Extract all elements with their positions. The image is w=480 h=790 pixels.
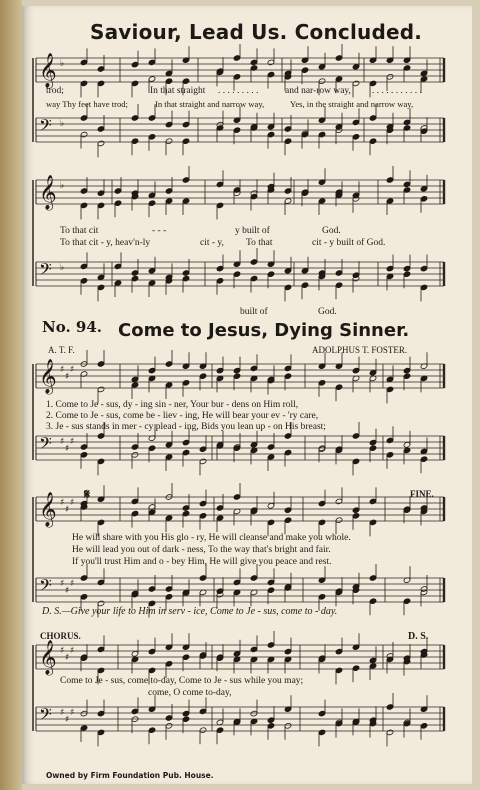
composer-credit: ADOLPHUS T. FOSTER. (312, 345, 408, 355)
lyric-syllable: trod; (46, 86, 64, 96)
lyric-syllable: and nar-row way, (285, 86, 351, 96)
treble-clef-icon: 𝄞 (39, 492, 57, 527)
staff (36, 58, 444, 82)
flat-icon: ♭ (60, 181, 65, 191)
hymn-title: Saviour, Lead Us. Concluded. (90, 20, 423, 44)
sharp-icon: ♯ (60, 437, 65, 447)
lyric-line: In that straight and narrow way, (155, 99, 265, 109)
bass-clef-icon: 𝄢 (39, 704, 52, 728)
lyric-syllable: built of (240, 307, 268, 317)
sharp-icon: ♯ (65, 715, 70, 725)
sharp-icon: ♯ (70, 579, 75, 589)
lyric-syllable: God. (318, 307, 337, 317)
sharp-icon: ♯ (70, 646, 75, 656)
chorus-label: CHORUS. (40, 631, 81, 641)
bass-clef-icon: 𝄢 (39, 259, 52, 283)
chorus-line: come, O come to-day, (148, 688, 232, 698)
sharp-icon: ♯ (70, 437, 75, 447)
verse-line: He will lead you out of dark - ness, To the way that's bright and fair. (72, 545, 331, 555)
segno-sign: 𝄋 (84, 488, 91, 503)
sharp-icon: ♯ (60, 498, 65, 508)
sharp-icon: ♯ (70, 708, 75, 718)
chorus-line: Come to Je - sus, come to-day, Come to Je - sus while you may; (60, 676, 304, 686)
sharp-icon: ♯ (65, 505, 70, 515)
fine-mark: FINE. (410, 489, 434, 499)
sharp-icon: ♯ (60, 708, 65, 718)
lyric-syllable: . . . . . . . . . . . (372, 86, 422, 96)
verse-line: If you'll trust Him and o - bey Him, He will give you peace and rest. (72, 557, 332, 567)
treble-clef-icon: 𝄞 (39, 53, 57, 88)
bass-clef-icon: 𝄢 (39, 433, 52, 457)
staff (36, 497, 444, 521)
verse-line: He will share with you His glo - ry, He will cleanse and make you whole. (72, 533, 351, 543)
sharp-icon: ♯ (70, 365, 75, 375)
hymn-title: Come to Jesus, Dying Sinner. (118, 320, 410, 341)
lyric-syllable: God. (322, 226, 341, 236)
treble-clef-icon: 𝄞 (39, 359, 57, 394)
bass-clef-icon: 𝄢 (39, 115, 52, 139)
sharp-icon: ♯ (65, 372, 70, 382)
lyric-syllable: y built of (235, 226, 270, 236)
sharp-icon: ♯ (60, 365, 65, 375)
verse-line: 1. Come to Je - sus, dy - ing sin - ner, Your bur - dens on Him roll, (46, 400, 299, 410)
lyric-line: To that cit - y, heav'n-ly (60, 238, 151, 248)
sharp-icon: ♯ (65, 444, 70, 454)
sharp-icon: ♯ (70, 498, 75, 508)
lyricist-credit: A. T. F. (48, 345, 75, 355)
lyric-line: cit - y built of God. (312, 238, 386, 248)
lyric-line: cit - y, (200, 238, 224, 248)
sharp-icon: ♯ (60, 579, 65, 589)
bass-clef-icon: 𝄢 (39, 575, 52, 599)
lyric-line: way Thy feet have trod; (46, 99, 128, 109)
verse-line: 3. Je - sus stands in mer - cy plead - ing, Bids you lean up - on His breast; (46, 422, 326, 432)
dal-segno-lyric: D. S.—Give your life to Him in serv - ice, Come to Je - sus, come to - day. (42, 606, 338, 617)
flat-icon: ♭ (60, 59, 65, 69)
lyric-line: Yes, in the straight and narrow way, (290, 99, 414, 109)
hymn-number: No. 94. (42, 318, 102, 336)
lyric-line: To that (246, 238, 273, 248)
dal-segno-mark: D. S. (408, 631, 429, 642)
copyright-owner: Owned by Firm Foundation Pub. House. (46, 771, 214, 780)
verse-line: 2. Come to Je - sus, come be - liev - ing, He will bear your ev - 'ry care, (46, 411, 319, 421)
flat-icon: ♭ (60, 263, 65, 273)
flat-icon: ♭ (60, 119, 65, 129)
lyric-syllable: To that cit (60, 226, 99, 236)
sharp-icon: ♯ (65, 586, 70, 596)
lyric-syllable: In that straight (150, 86, 206, 96)
lyric-syllable: . . . . . . . . . (218, 86, 259, 96)
sharp-icon: ♯ (60, 646, 65, 656)
lyric-syllable: - - - (152, 226, 167, 236)
treble-clef-icon: 𝄞 (39, 175, 57, 210)
treble-clef-icon: 𝄞 (39, 640, 57, 675)
sharp-icon: ♯ (65, 653, 70, 663)
